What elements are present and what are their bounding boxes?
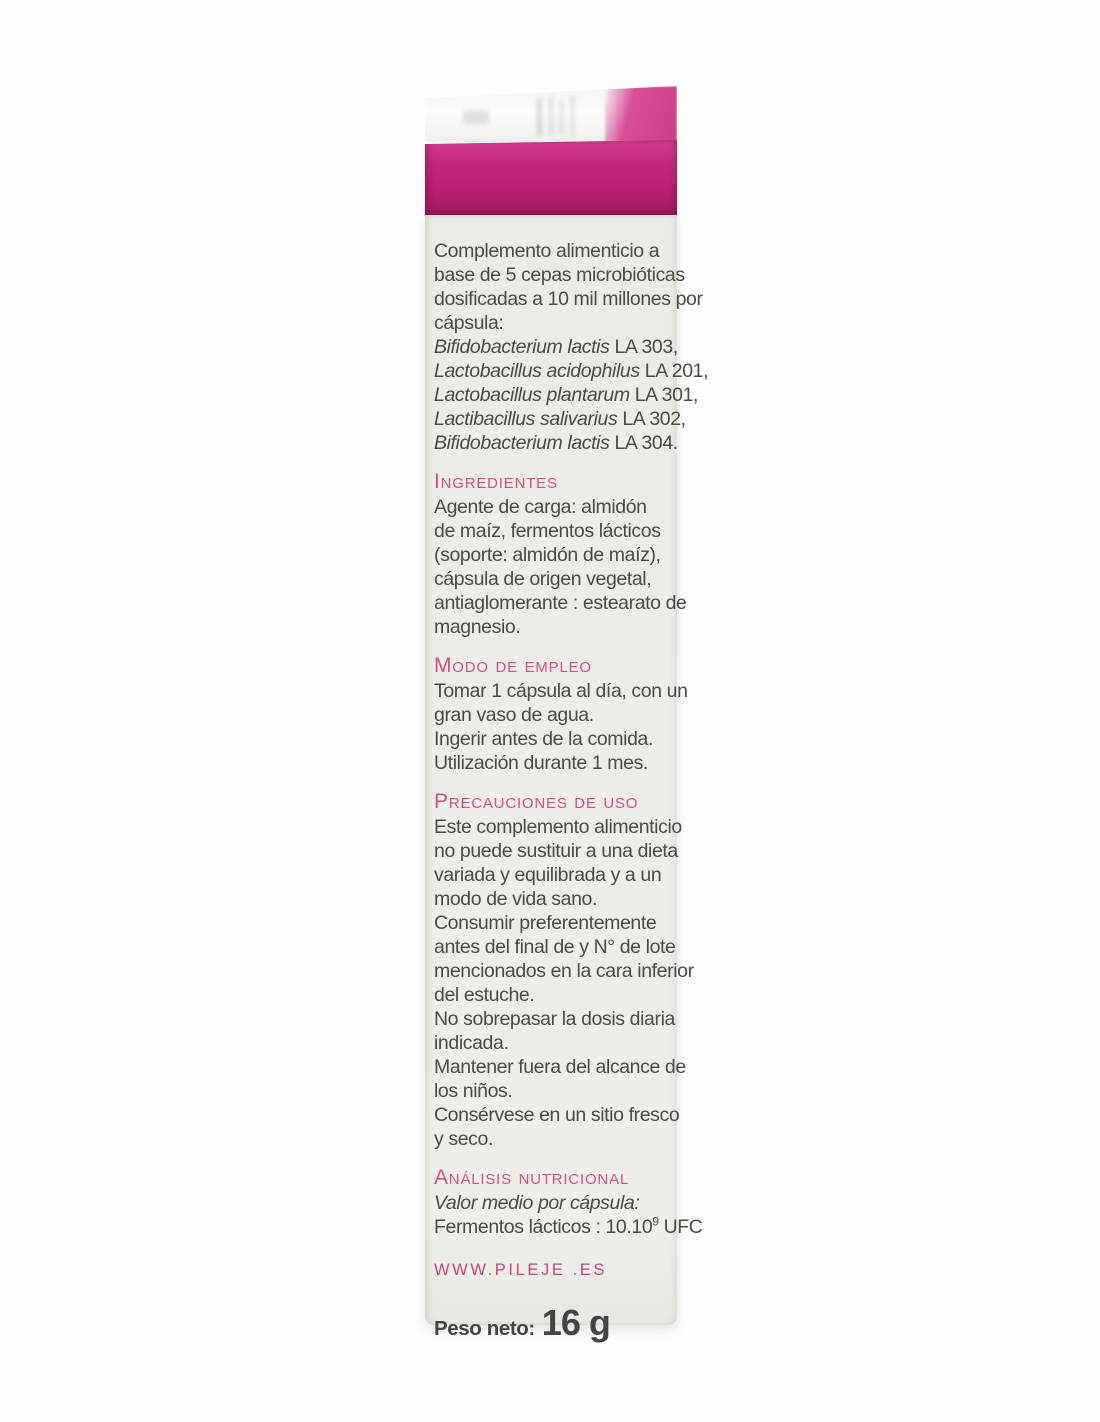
strain-code: LA 303,: [609, 336, 678, 358]
modo-line: Ingerir antes de la comida.: [434, 728, 653, 750]
box-side-panel: [425, 215, 709, 1343]
precauciones-line: los niños.: [434, 1080, 513, 1102]
ingredientes-line: antiaglomerante : estearato de: [434, 592, 687, 614]
intro-line: Complemento alimenticio a: [434, 240, 660, 262]
section-heading-ingredientes: Ingredientes: [434, 470, 558, 493]
precauciones-line: No sobrepasar la dosis diaria: [434, 1008, 675, 1030]
intro-paragraph: [434, 239, 709, 455]
box-top-flap: [425, 86, 677, 142]
flap-print-smudge: [549, 96, 553, 136]
precauciones-line: variada y equilibrada y a un: [434, 864, 662, 886]
precauciones-line: del estuche.: [434, 984, 535, 1006]
modo-line: Utilización durante 1 mes.: [434, 752, 648, 774]
intro-line: cápsula:: [434, 312, 504, 334]
strain-line: [434, 431, 678, 455]
strain-code: LA 201,: [639, 360, 709, 382]
strain-name: Lactobacillus acidophilus: [434, 360, 640, 382]
ingredientes-line: (soporte: almidón de maíz),: [434, 544, 661, 566]
modo-line: gran vaso de agua.: [434, 704, 594, 726]
precauciones-line: modo de vida sano.: [434, 888, 597, 910]
box-top-pink-edge: [605, 86, 677, 142]
analisis-subheading: Valor medio por cápsula:: [434, 1192, 640, 1214]
precauciones-line: Mantener fuera del alcance de: [434, 1056, 686, 1078]
section-analisis: [434, 1165, 703, 1239]
strain-name: Lactobacillus plantarum: [434, 384, 630, 406]
precauciones-line: indicada.: [434, 1032, 509, 1054]
precauciones-line: no puede sustituir a una dieta: [434, 840, 678, 862]
strain-name: Lactibacillus salivarius: [434, 408, 618, 430]
net-weight: [434, 1302, 667, 1344]
ingredientes-line: magnesio.: [434, 616, 521, 638]
precauciones-line: Consérvese en un sitio fresco: [434, 1104, 680, 1126]
box-magenta-band: [425, 140, 677, 216]
flap-print-smudge: [559, 100, 564, 134]
ingredientes-line: de maíz, fermentos lácticos: [434, 520, 661, 542]
strain-line: [434, 359, 709, 383]
net-weight-value: 16 g: [541, 1302, 610, 1343]
precauciones-line: antes del final de y N° de lote: [434, 936, 676, 958]
brand-website: WWW.PILEJE .ES: [434, 1261, 608, 1279]
strain-code: LA 301,: [629, 384, 699, 406]
strain-code: LA 302,: [617, 408, 686, 430]
ingredientes-line: cápsula de origen vegetal,: [434, 568, 652, 590]
section-ingredientes: [434, 469, 687, 639]
intro-line: base de 5 cepas microbióticas: [434, 264, 685, 286]
intro-line: dosificadas a 10 mil millones por: [434, 288, 703, 310]
flap-print-smudge: [537, 98, 542, 136]
net-weight-label: Peso neto:: [434, 1317, 535, 1340]
flap-print-smudge: [571, 96, 574, 136]
analisis-value-unit: UFC: [658, 1216, 703, 1238]
analisis-value-text: Fermentos lácticos : 10.10: [434, 1216, 653, 1238]
strain-name: Bifidobacterium lactis: [434, 336, 610, 358]
flap-print-smudge: [463, 110, 489, 124]
precauciones-line: Consumir preferentemente: [434, 912, 657, 934]
section-modo-de-empleo: [434, 653, 688, 775]
strain-line: [434, 383, 699, 407]
strain-name: Bifidobacterium lactis: [434, 432, 610, 454]
section-heading-precauciones: Precauciones de uso: [434, 790, 639, 813]
strain-line: [434, 407, 686, 431]
strain-code: LA 304.: [609, 432, 678, 454]
analisis-value-exponent: 9: [652, 1214, 659, 1229]
ingredientes-line: Agente de carga: almidón: [434, 496, 647, 518]
supplement-box: [425, 86, 709, 1343]
section-heading-modo-de-empleo: Modo de empleo: [434, 654, 592, 677]
precauciones-line: Este complemento alimenticio: [434, 816, 682, 838]
strain-line: [434, 335, 678, 359]
section-precauciones: [434, 789, 694, 1151]
precauciones-line: mencionados en la cara inferior: [434, 960, 694, 982]
section-heading-analisis: Análisis nutricional: [434, 1166, 630, 1189]
modo-line: Tomar 1 cápsula al día, con un: [434, 680, 688, 702]
analisis-value: [434, 1214, 703, 1239]
precauciones-line: y seco.: [434, 1128, 493, 1150]
